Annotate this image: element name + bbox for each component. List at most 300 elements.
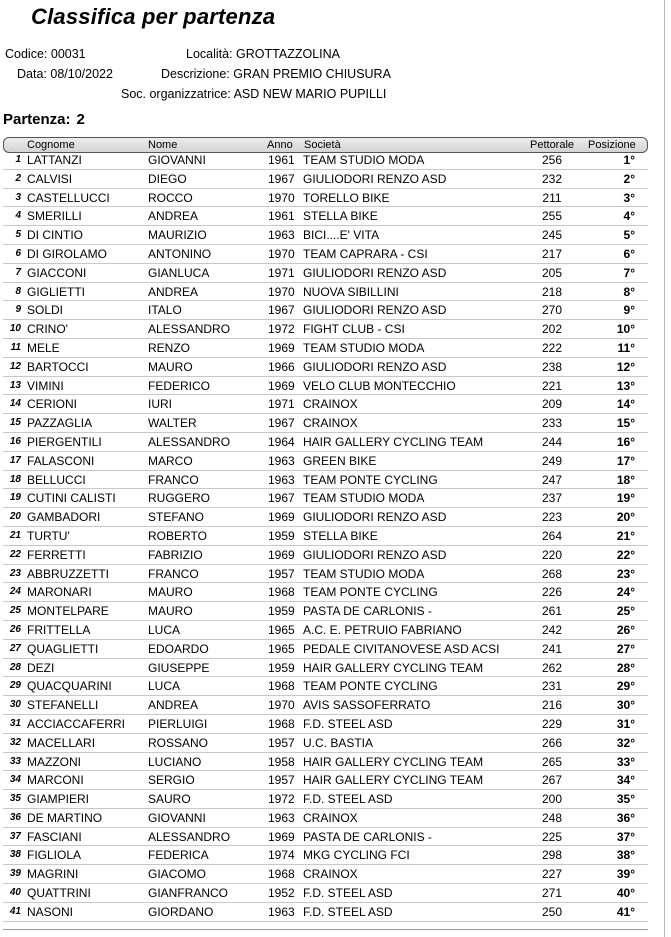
cognome-cell: DE MARTINO <box>27 810 103 825</box>
nome-cell: GIOVANNI <box>148 153 206 167</box>
table-row <box>3 414 648 433</box>
anno-cell: 1963 <box>268 228 295 243</box>
pettorale-cell: 250 <box>541 904 563 919</box>
footer-divider <box>3 929 648 930</box>
table-row <box>3 846 648 865</box>
nome-cell: FEDERICA <box>148 848 209 863</box>
nome-cell: ROCCO <box>148 190 193 205</box>
posizione-cell: 10° <box>616 322 635 337</box>
row-number: 5 <box>15 229 21 241</box>
row-number: 34 <box>9 774 21 786</box>
anno-cell: 1971 <box>268 265 295 280</box>
anno-cell: 1970 <box>268 698 295 713</box>
cognome-cell: DEZI <box>27 660 55 675</box>
table-row <box>3 602 648 621</box>
cognome-cell: DI GIROLAMO <box>27 246 108 261</box>
societa-cell: TEAM PONTE CYCLING <box>303 679 438 694</box>
anno-cell: 1958 <box>268 754 295 769</box>
localita-label: Località: <box>186 47 233 61</box>
posizione-cell: 13° <box>616 378 635 393</box>
table-row <box>3 677 648 696</box>
table-row <box>3 264 648 283</box>
cognome-cell: NASONI <box>27 904 74 919</box>
nome-cell: ANDREA <box>148 209 199 224</box>
cognome-cell: CUTINI CALISTI <box>27 491 116 506</box>
societa-cell: GIULIODORI RENZO ASD <box>303 303 447 318</box>
posizione-cell: 41° <box>616 904 635 919</box>
table-row <box>3 358 648 377</box>
pettorale-cell: 233 <box>541 416 563 431</box>
posizione-cell: 1° <box>623 153 635 167</box>
posizione-cell: 12° <box>616 359 635 374</box>
nome-cell: GIOVANNI <box>148 810 206 825</box>
table-row <box>3 189 648 208</box>
nome-cell: ROSSANO <box>148 735 209 750</box>
posizione-cell: 24° <box>616 585 635 600</box>
societa-cell: HAIR GALLERY CYCLING TEAM <box>303 660 484 675</box>
row-number: 38 <box>9 849 21 861</box>
societa-cell: TEAM STUDIO MODA <box>303 491 425 506</box>
row-number: 21 <box>9 529 21 541</box>
row-number: 28 <box>9 661 21 673</box>
descrizione-field <box>161 67 391 81</box>
societa-cell: FIGHT CLUB - CSI <box>303 322 405 337</box>
row-number: 26 <box>9 623 21 635</box>
anno-cell: 1963 <box>268 472 295 487</box>
societa-cell: NUOVA SIBILLINI <box>303 284 399 299</box>
nome-cell: SERGIO <box>148 773 195 788</box>
posizione-cell: 21° <box>616 528 635 543</box>
pettorale-cell: 225 <box>541 829 563 844</box>
nome-cell: IURI <box>148 397 172 412</box>
table-row <box>3 640 648 659</box>
row-number: 4 <box>15 210 21 222</box>
societa-cell: CRAINOX <box>303 397 358 412</box>
societa-cell: TEAM PONTE CYCLING <box>303 585 438 600</box>
table-row <box>3 377 648 396</box>
societa-cell: GIULIODORI RENZO ASD <box>303 547 447 562</box>
societa-cell: GIULIODORI RENZO ASD <box>303 265 447 280</box>
anno-cell: 1967 <box>268 491 295 506</box>
societa-cell: STELLA BIKE <box>303 209 378 224</box>
descrizione-value: GRAN PREMIO CHIUSURA <box>233 67 391 81</box>
nome-cell: RENZO <box>148 340 190 355</box>
cognome-cell: MARCONI <box>27 773 84 788</box>
pettorale-cell: 265 <box>541 754 563 769</box>
anno-cell: 1959 <box>268 604 295 619</box>
partenza-heading <box>3 111 85 128</box>
cognome-cell: DI CINTIO <box>27 228 83 243</box>
anno-cell: 1964 <box>268 434 295 449</box>
row-number: 19 <box>9 492 21 504</box>
pettorale-cell: 256 <box>541 153 563 167</box>
cognome-cell: LATTANZI <box>27 153 82 167</box>
row-number: 40 <box>9 887 21 899</box>
societa-cell: TEAM STUDIO MODA <box>303 153 425 167</box>
posizione-cell: 4° <box>623 209 635 224</box>
societa-cell: F.D. STEEL ASD <box>303 716 393 731</box>
table-row <box>3 621 648 640</box>
nome-cell: PIERLUIGI <box>148 716 208 731</box>
nome-cell: FRANCO <box>148 472 199 487</box>
row-number: 2 <box>15 172 21 184</box>
posizione-cell: 11° <box>617 340 635 355</box>
row-number: 39 <box>9 868 21 880</box>
cognome-cell: MACELLARI <box>27 735 96 750</box>
anno-cell: 1967 <box>268 171 295 186</box>
pettorale-cell: 266 <box>541 735 563 750</box>
pettorale-cell: 218 <box>541 284 563 299</box>
anno-cell: 1959 <box>268 660 295 675</box>
posizione-cell: 34° <box>616 773 635 788</box>
nome-cell: SAURO <box>148 792 191 807</box>
nome-cell: LUCIANO <box>148 754 202 769</box>
table-row <box>3 753 648 772</box>
anno-cell: 1971 <box>268 397 295 412</box>
pettorale-cell: 200 <box>541 792 563 807</box>
pettorale-cell: 202 <box>541 322 563 337</box>
soc-organizzatrice-value: ASD NEW MARIO PUPILLI <box>233 87 387 101</box>
table-row <box>3 433 648 452</box>
partenza-label: Partenza: <box>3 111 71 128</box>
posizione-cell: 20° <box>616 510 635 525</box>
societa-cell: CRAINOX <box>303 416 358 431</box>
table-row <box>3 865 648 884</box>
posizione-cell: 3° <box>623 190 635 205</box>
nome-cell: FABRIZIO <box>148 547 203 562</box>
nome-cell: GIANLUCA <box>148 265 210 280</box>
posizione-cell: 7° <box>623 265 635 280</box>
societa-cell: AVIS SASSOFERRATO <box>303 698 431 713</box>
pettorale-cell: 217 <box>541 246 563 261</box>
localita-field <box>186 47 340 61</box>
posizione-cell: 40° <box>616 886 635 901</box>
table-row <box>3 546 648 565</box>
anno-cell: 1969 <box>268 510 295 525</box>
cognome-cell: STEFANELLI <box>27 698 99 713</box>
societa-cell: GIULIODORI RENZO ASD <box>303 171 447 186</box>
nome-cell: MAURO <box>148 604 193 619</box>
nome-cell: LUCA <box>148 679 181 694</box>
cognome-cell: QUATTRINI <box>27 886 91 901</box>
societa-cell: A.C. E. PETRUIO FABRIANO <box>303 622 462 637</box>
societa-cell: BICI....E' VITA <box>303 228 380 243</box>
cognome-cell: BELLUCCI <box>27 472 86 487</box>
anno-cell: 1957 <box>268 566 295 581</box>
societa-cell: GIULIODORI RENZO ASD <box>303 359 447 374</box>
nome-cell: RUGGERO <box>148 491 211 506</box>
posizione-cell: 35° <box>616 792 635 807</box>
row-number: 6 <box>15 247 21 259</box>
societa-cell: PASTA DE CARLONIS - <box>303 829 432 844</box>
posizione-cell: 14° <box>616 397 635 412</box>
anno-cell: 1963 <box>268 453 295 468</box>
cognome-cell: QUACQUARINI <box>27 679 112 694</box>
table-row <box>3 207 648 226</box>
table-row <box>3 471 648 490</box>
row-number: 18 <box>9 473 21 485</box>
nome-cell: EDOARDO <box>148 641 209 656</box>
row-number: 15 <box>9 417 21 429</box>
table-row <box>3 283 648 302</box>
posizione-cell: 2° <box>623 171 635 186</box>
anno-cell: 1967 <box>268 416 295 431</box>
anno-cell: 1968 <box>268 679 295 694</box>
row-number: 9 <box>15 304 21 316</box>
pettorale-cell: 262 <box>541 660 563 675</box>
row-number: 14 <box>9 398 21 410</box>
table-row <box>3 508 648 527</box>
cognome-cell: CALVISI <box>27 171 73 186</box>
pettorale-cell: 264 <box>541 528 563 543</box>
partenza-value: 2 <box>76 111 85 128</box>
societa-cell: U.C. BASTIA <box>303 735 374 750</box>
cognome-cell: MARONARI <box>27 585 92 600</box>
row-number: 12 <box>9 360 21 372</box>
nome-cell: MAURIZIO <box>148 228 207 243</box>
nome-cell: ALESSANDRO <box>148 434 231 449</box>
data-value: 08/10/2022 <box>50 67 113 81</box>
col-header-societa: Società <box>304 139 341 151</box>
cognome-cell: ACCIACCAFERRI <box>27 716 126 731</box>
table-row <box>3 734 648 753</box>
nome-cell: ALESSANDRO <box>148 829 231 844</box>
anno-cell: 1968 <box>268 585 295 600</box>
posizione-cell: 6° <box>623 246 635 261</box>
societa-cell: F.D. STEEL ASD <box>303 886 393 901</box>
row-number: 33 <box>9 755 21 767</box>
pettorale-cell: 205 <box>541 265 563 280</box>
cognome-cell: SOLDI <box>27 303 64 318</box>
row-number: 24 <box>9 586 21 598</box>
cognome-cell: GAMBADORI <box>27 510 101 525</box>
pettorale-cell: 237 <box>541 491 563 506</box>
table-row <box>3 452 648 471</box>
nome-cell: ALESSANDRO <box>148 322 231 337</box>
row-number: 16 <box>9 435 21 447</box>
row-number: 10 <box>9 323 21 335</box>
posizione-cell: 25° <box>616 604 635 619</box>
pettorale-cell: 220 <box>541 547 563 562</box>
societa-cell: HAIR GALLERY CYCLING TEAM <box>303 773 484 788</box>
societa-cell: STELLA BIKE <box>303 528 378 543</box>
posizione-cell: 5° <box>623 228 635 243</box>
row-number: 35 <box>9 793 21 805</box>
nome-cell: MAURO <box>148 359 193 374</box>
nome-cell: GIANFRANCO <box>148 886 229 901</box>
table-row <box>3 903 648 922</box>
table-row <box>3 583 648 602</box>
col-header-nome: Nome <box>148 139 178 151</box>
pettorale-cell: 270 <box>541 303 563 318</box>
nome-cell: ANDREA <box>148 284 199 299</box>
cognome-cell: VIMINI <box>27 378 64 393</box>
pettorale-cell: 229 <box>541 716 563 731</box>
posizione-cell: 26° <box>616 622 635 637</box>
pettorale-cell: 226 <box>541 585 563 600</box>
posizione-cell: 39° <box>616 867 635 882</box>
table-row <box>3 790 648 809</box>
pettorale-cell: 241 <box>541 641 563 656</box>
pettorale-cell: 242 <box>541 622 563 637</box>
row-number: 27 <box>9 642 21 654</box>
pettorale-cell: 244 <box>541 434 563 449</box>
nome-cell: STEFANO <box>148 510 205 525</box>
pettorale-cell: 245 <box>541 228 563 243</box>
row-number: 1 <box>15 154 21 165</box>
posizione-cell: 23° <box>616 566 635 581</box>
cognome-cell: PAZZAGLIA <box>27 416 93 431</box>
societa-cell: TORELLO BIKE <box>303 190 390 205</box>
posizione-cell: 18° <box>616 472 635 487</box>
cognome-cell: MAZZONI <box>27 754 81 769</box>
societa-cell: CRAINOX <box>303 867 358 882</box>
nome-cell: FRANCO <box>148 566 199 581</box>
anno-cell: 1970 <box>268 284 295 299</box>
anno-cell: 1961 <box>268 209 295 224</box>
nome-cell: GIORDANO <box>148 904 214 919</box>
col-header-posizione: Posizione <box>588 139 636 151</box>
table-row <box>3 809 648 828</box>
anno-cell: 1963 <box>268 810 295 825</box>
row-number: 17 <box>9 454 21 466</box>
societa-cell: F.D. STEEL ASD <box>303 904 393 919</box>
cognome-cell: MELE <box>27 340 60 355</box>
row-number: 13 <box>9 379 21 391</box>
table-row <box>3 771 648 790</box>
anno-cell: 1952 <box>268 886 295 901</box>
pettorale-cell: 268 <box>541 566 563 581</box>
table-row <box>3 715 648 734</box>
soc-organizzatrice-field <box>121 87 386 101</box>
cognome-cell: GIGLIETTI <box>27 284 86 299</box>
pettorale-cell: 261 <box>541 604 563 619</box>
table-row <box>3 489 648 508</box>
table-row <box>3 320 648 339</box>
posizione-cell: 19° <box>616 491 635 506</box>
posizione-cell: 38° <box>616 848 635 863</box>
posizione-cell: 31° <box>616 716 635 731</box>
posizione-cell: 22° <box>616 547 635 562</box>
pettorale-cell: 209 <box>541 397 563 412</box>
table-row <box>3 884 648 903</box>
page-border <box>664 0 665 937</box>
societa-cell: HAIR GALLERY CYCLING TEAM <box>303 754 484 769</box>
nome-cell: GIACOMO <box>148 867 207 882</box>
pettorale-cell: 211 <box>542 190 562 205</box>
anno-cell: 1959 <box>268 528 295 543</box>
anno-cell: 1968 <box>268 716 295 731</box>
row-number: 22 <box>9 548 21 560</box>
societa-cell: TEAM STUDIO MODA <box>303 340 425 355</box>
table-row <box>3 565 648 584</box>
pettorale-cell: 216 <box>541 698 563 713</box>
posizione-cell: 28° <box>616 660 635 675</box>
societa-cell: PEDALE CIVITANOVESE ASD ACSI <box>303 641 500 656</box>
row-number: 3 <box>15 191 21 203</box>
pettorale-cell: 232 <box>541 171 563 186</box>
anno-cell: 1969 <box>268 378 295 393</box>
cognome-cell: MAGRINI <box>27 867 79 882</box>
codice-value: 00031 <box>50 47 86 61</box>
nome-cell: FEDERICO <box>148 378 211 393</box>
posizione-cell: 30° <box>616 698 635 713</box>
posizione-cell: 37° <box>616 829 635 844</box>
table-row <box>3 170 648 189</box>
posizione-cell: 16° <box>616 434 635 449</box>
posizione-cell: 27° <box>616 641 635 656</box>
anno-cell: 1963 <box>268 904 295 919</box>
pettorale-cell: 249 <box>541 453 563 468</box>
row-number: 37 <box>9 830 21 842</box>
cognome-cell: MONTELPARE <box>27 604 109 619</box>
pettorale-cell: 267 <box>541 773 563 788</box>
nome-cell: MAURO <box>148 585 193 600</box>
row-number: 36 <box>9 811 21 823</box>
row-number: 11 <box>10 341 21 353</box>
table-row <box>3 696 648 715</box>
posizione-cell: 36° <box>616 810 635 825</box>
pettorale-cell: 221 <box>541 378 563 393</box>
nome-cell: GIUSEPPE <box>148 660 210 675</box>
anno-cell: 1957 <box>268 735 295 750</box>
soc-organizzatrice-label: Soc. organizzatrice: <box>121 87 231 101</box>
anno-cell: 1972 <box>268 792 295 807</box>
anno-cell: 1965 <box>268 641 295 656</box>
table-row <box>3 301 648 320</box>
cognome-cell: CASTELLUCCI <box>27 190 110 205</box>
pettorale-cell: 247 <box>541 472 563 487</box>
cognome-cell: FALASCONI <box>27 453 95 468</box>
row-number: 29 <box>9 680 21 692</box>
anno-cell: 1961 <box>268 153 295 167</box>
cognome-cell: PIERGENTILI <box>27 434 102 449</box>
posizione-cell: 32° <box>616 735 635 750</box>
societa-cell: TEAM STUDIO MODA <box>303 566 425 581</box>
cognome-cell: FRITTELLA <box>27 622 91 637</box>
data-field <box>17 67 113 81</box>
societa-cell: TEAM CAPRARA - CSI <box>303 246 428 261</box>
anno-cell: 1957 <box>268 773 295 788</box>
nome-cell: ANDREA <box>148 698 199 713</box>
posizione-cell: 17° <box>616 453 635 468</box>
pettorale-cell: 248 <box>541 810 563 825</box>
table-row <box>3 339 648 358</box>
table-row <box>3 828 648 847</box>
nome-cell: ROBERTO <box>148 528 207 543</box>
posizione-cell: 33° <box>616 754 635 769</box>
cognome-cell: FIGLIOLA <box>27 848 82 863</box>
table-row <box>3 659 648 678</box>
anno-cell: 1969 <box>268 547 295 562</box>
anno-cell: 1969 <box>268 340 295 355</box>
societa-cell: HAIR GALLERY CYCLING TEAM <box>303 434 484 449</box>
row-number: 31 <box>9 717 21 729</box>
nome-cell: MARCO <box>148 453 193 468</box>
anno-cell: 1970 <box>268 246 295 261</box>
page-title: Classifica per partenza <box>31 4 276 29</box>
societa-cell: VELO CLUB MONTECCHIO <box>303 378 456 393</box>
nome-cell: WALTER <box>148 416 197 431</box>
cognome-cell: ABBRUZZETTI <box>27 566 110 581</box>
societa-cell: TEAM PONTE CYCLING <box>303 472 438 487</box>
societa-cell: PASTA DE CARLONIS - <box>303 604 432 619</box>
row-number: 30 <box>9 699 21 711</box>
anno-cell: 1972 <box>268 322 295 337</box>
anno-cell: 1974 <box>268 848 295 863</box>
nome-cell: ITALO <box>148 303 182 318</box>
cognome-cell: FERRETTI <box>27 547 86 562</box>
